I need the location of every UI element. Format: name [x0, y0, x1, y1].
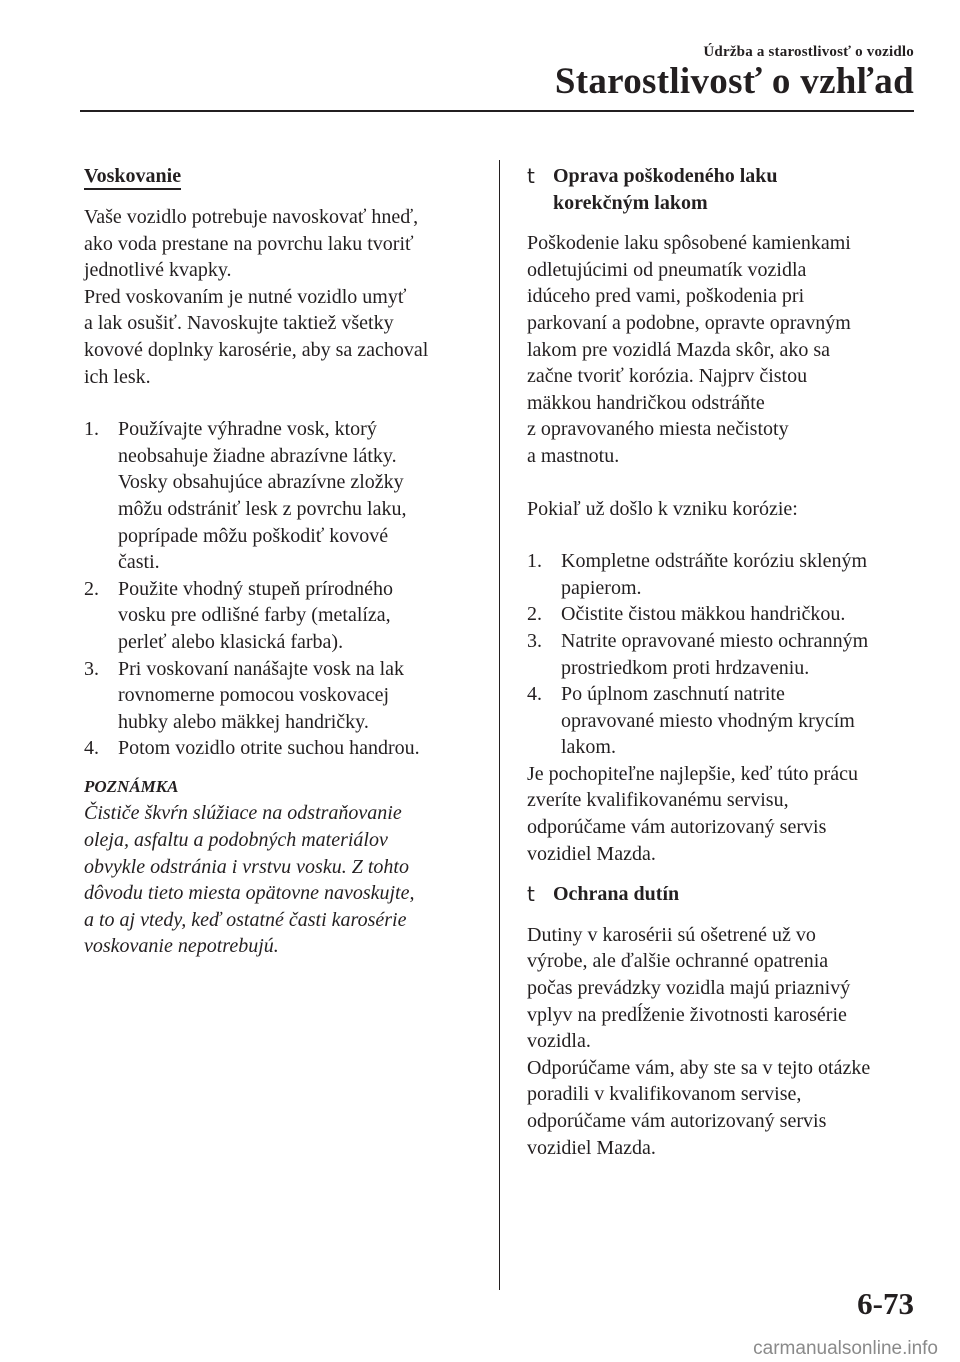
triangle-bullet-icon: t [527, 164, 535, 188]
text-line: obvykle odstránia i vrstvu vosku. Z tohto [84, 855, 409, 878]
column-divider [499, 160, 500, 1290]
text-line: Ochrana dutín [553, 883, 680, 906]
text-line: Natrite opravované miesto ochranným [561, 629, 869, 652]
text-line: Kompletne odstráňte koróziu skleným [561, 550, 868, 573]
subsection-heading-cavity-protection [527, 881, 919, 908]
waxing-intro [84, 204, 482, 390]
text-line: Použite vhodný stupeň prírodného [118, 577, 393, 600]
text-line: poprípade môžu poškodiť kovové [118, 524, 389, 547]
list-item [527, 681, 919, 761]
text-line: vozidiel Mazda. [527, 1136, 656, 1159]
list-number: 3. [84, 657, 99, 680]
list-item [84, 735, 482, 762]
text-line: opravované miesto vhodným krycím [561, 709, 855, 732]
text-line: parkovaní a podobne, opravte opravným [527, 311, 851, 334]
text-line: dôvodu tieto miesta opätovne navoskujte, [84, 882, 415, 905]
list-number: 2. [527, 603, 542, 626]
text-line: odporúčame vám autorizovaný servis [527, 1110, 827, 1132]
text-line: Pri voskovaní nanášajte vosk na lak [118, 657, 405, 680]
cavity-protection-paragraph [527, 922, 919, 1161]
text-line: rovnomerne pomocou voskovacej [118, 684, 390, 707]
waxing-steps [84, 416, 482, 762]
text-line: Očistite čistou mäkkou handričkou. [561, 603, 846, 626]
text-line: vozidla. [527, 1030, 591, 1053]
text-line: Používajte výhradne vosk, ktorý [118, 418, 377, 441]
text-line: lakom. [561, 736, 616, 759]
note-title: POZNÁMKA [84, 776, 179, 796]
text-line: a lak osušiť. Navoskujte taktiež všetky [84, 312, 394, 335]
section-title-waxing: Voskovanie [84, 165, 181, 190]
text-line: vosku pre odlišné farby (metalíza, [118, 604, 391, 627]
right-column [527, 163, 919, 1161]
text-line: môžu odstrániť lesk z povrchu laku, [118, 497, 407, 520]
left-column [84, 163, 482, 960]
list-number: 4. [527, 683, 542, 706]
text-line: kovové doplnky karosérie, aby sa zachoval [84, 338, 429, 361]
subsection-heading-paint-repair [527, 163, 919, 216]
list-item [527, 628, 919, 681]
text-line: ich lesk. [84, 365, 151, 388]
text-line: časti. [118, 551, 160, 574]
text-line: oleja, asfaltu a podobných materiálov [84, 829, 388, 852]
text-line: odletujúcimi od pneumatík vozidla [527, 258, 807, 281]
watermark-text: carmanualsonline.info [753, 1338, 938, 1359]
list-number: 2. [84, 577, 99, 600]
text-line: Vaše vozidlo potrebuje navoskovať hneď, [84, 206, 419, 228]
header-divider [80, 110, 914, 112]
page-title: Starostlivosť o vzhľad [554, 61, 914, 102]
text-line: poradili v kvalifikovanom servise, [527, 1083, 802, 1106]
text-line: Odporúčame vám, aby ste sa v tejto otázke [527, 1056, 871, 1079]
text-line: Vosky obsahujúce abrazívne zložky [118, 471, 404, 494]
text-line: prostriedkom proti hrdzaveniu. [561, 656, 810, 679]
chapter-title: Údržba a starostlivosť o vozidlo [703, 44, 914, 60]
paint-repair-paragraph [527, 230, 919, 469]
text-line: a mastnotu. [527, 444, 620, 467]
text-line: vozidiel Mazda. [527, 842, 656, 865]
text-line: jednotlivé kvapky. [84, 259, 232, 282]
text-line: lakom pre vozidlá Mazda skôr, ako sa [527, 338, 830, 361]
page-number: 6-73 [857, 1286, 914, 1321]
text-line: mäkkou handričkou odstráňte [527, 391, 765, 414]
text-line: zveríte kvalifikovanému servisu, [527, 789, 789, 812]
corrosion-steps [527, 548, 919, 761]
text-line: Poškodenie laku spôsobené kamienkami [527, 232, 851, 255]
text-line: Čističe škvŕn slúžiace na odstraňovanie [84, 802, 402, 825]
text-line: ako voda prestane na povrchu laku tvoriť [84, 232, 414, 255]
text-line: odporúčame vám autorizovaný servis [527, 816, 827, 839]
text-line: papierom. [561, 576, 642, 599]
text-line: korekčným lakom [553, 191, 708, 214]
list-number: 3. [527, 629, 542, 652]
text-line: neobsahuje žiadne abrazívne látky. [118, 444, 397, 467]
list-item [84, 416, 482, 576]
text-line: perleť alebo klasická farba). [118, 630, 344, 653]
text-line: Dutiny v karosérii sú ošetrené už vo [527, 923, 816, 946]
text-line: z opravovaného miesta nečistoty [527, 418, 789, 441]
corrosion-intro: Pokiaľ už došlo k vzniku korózie: [527, 497, 798, 520]
text-line: a to aj vtedy, keď ostatné časti karosérie [84, 908, 407, 931]
text-line: Potom vozidlo otrite suchou handrou. [118, 737, 420, 760]
text-line: Oprava poškodeného laku [553, 165, 778, 187]
text-line: hubky alebo mäkkej handričky. [118, 710, 369, 733]
text-line: Je pochopiteľne najlepšie, keď túto prácu [527, 762, 858, 785]
service-recommendation [527, 761, 919, 867]
text-line: vplyv na predĺženie životnosti karosérie [527, 1003, 847, 1026]
text-line: idúceho pred vami, poškodenia pri [527, 285, 805, 308]
text-line: voskovanie nepotrebujú. [84, 935, 279, 958]
text-line: výrobe, ale ďalšie ochranné opatrenia [527, 950, 829, 973]
list-number: 1. [84, 418, 99, 441]
list-number: 1. [527, 550, 542, 573]
text-line: začne tvoriť korózia. Najprv čistou [527, 365, 808, 388]
triangle-bullet-icon: t [527, 882, 535, 907]
list-number: 4. [84, 737, 99, 760]
text-line: Po úplnom zaschnutí natrite [561, 683, 785, 706]
list-item [527, 601, 919, 628]
list-item [84, 576, 482, 656]
list-item [84, 656, 482, 736]
list-item [527, 548, 919, 601]
note-text [84, 800, 482, 960]
text-line: počas prevádzky vozidla majú priaznivý [527, 977, 851, 1000]
text-line: Pred voskovaním je nutné vozidlo umyť [84, 285, 407, 308]
